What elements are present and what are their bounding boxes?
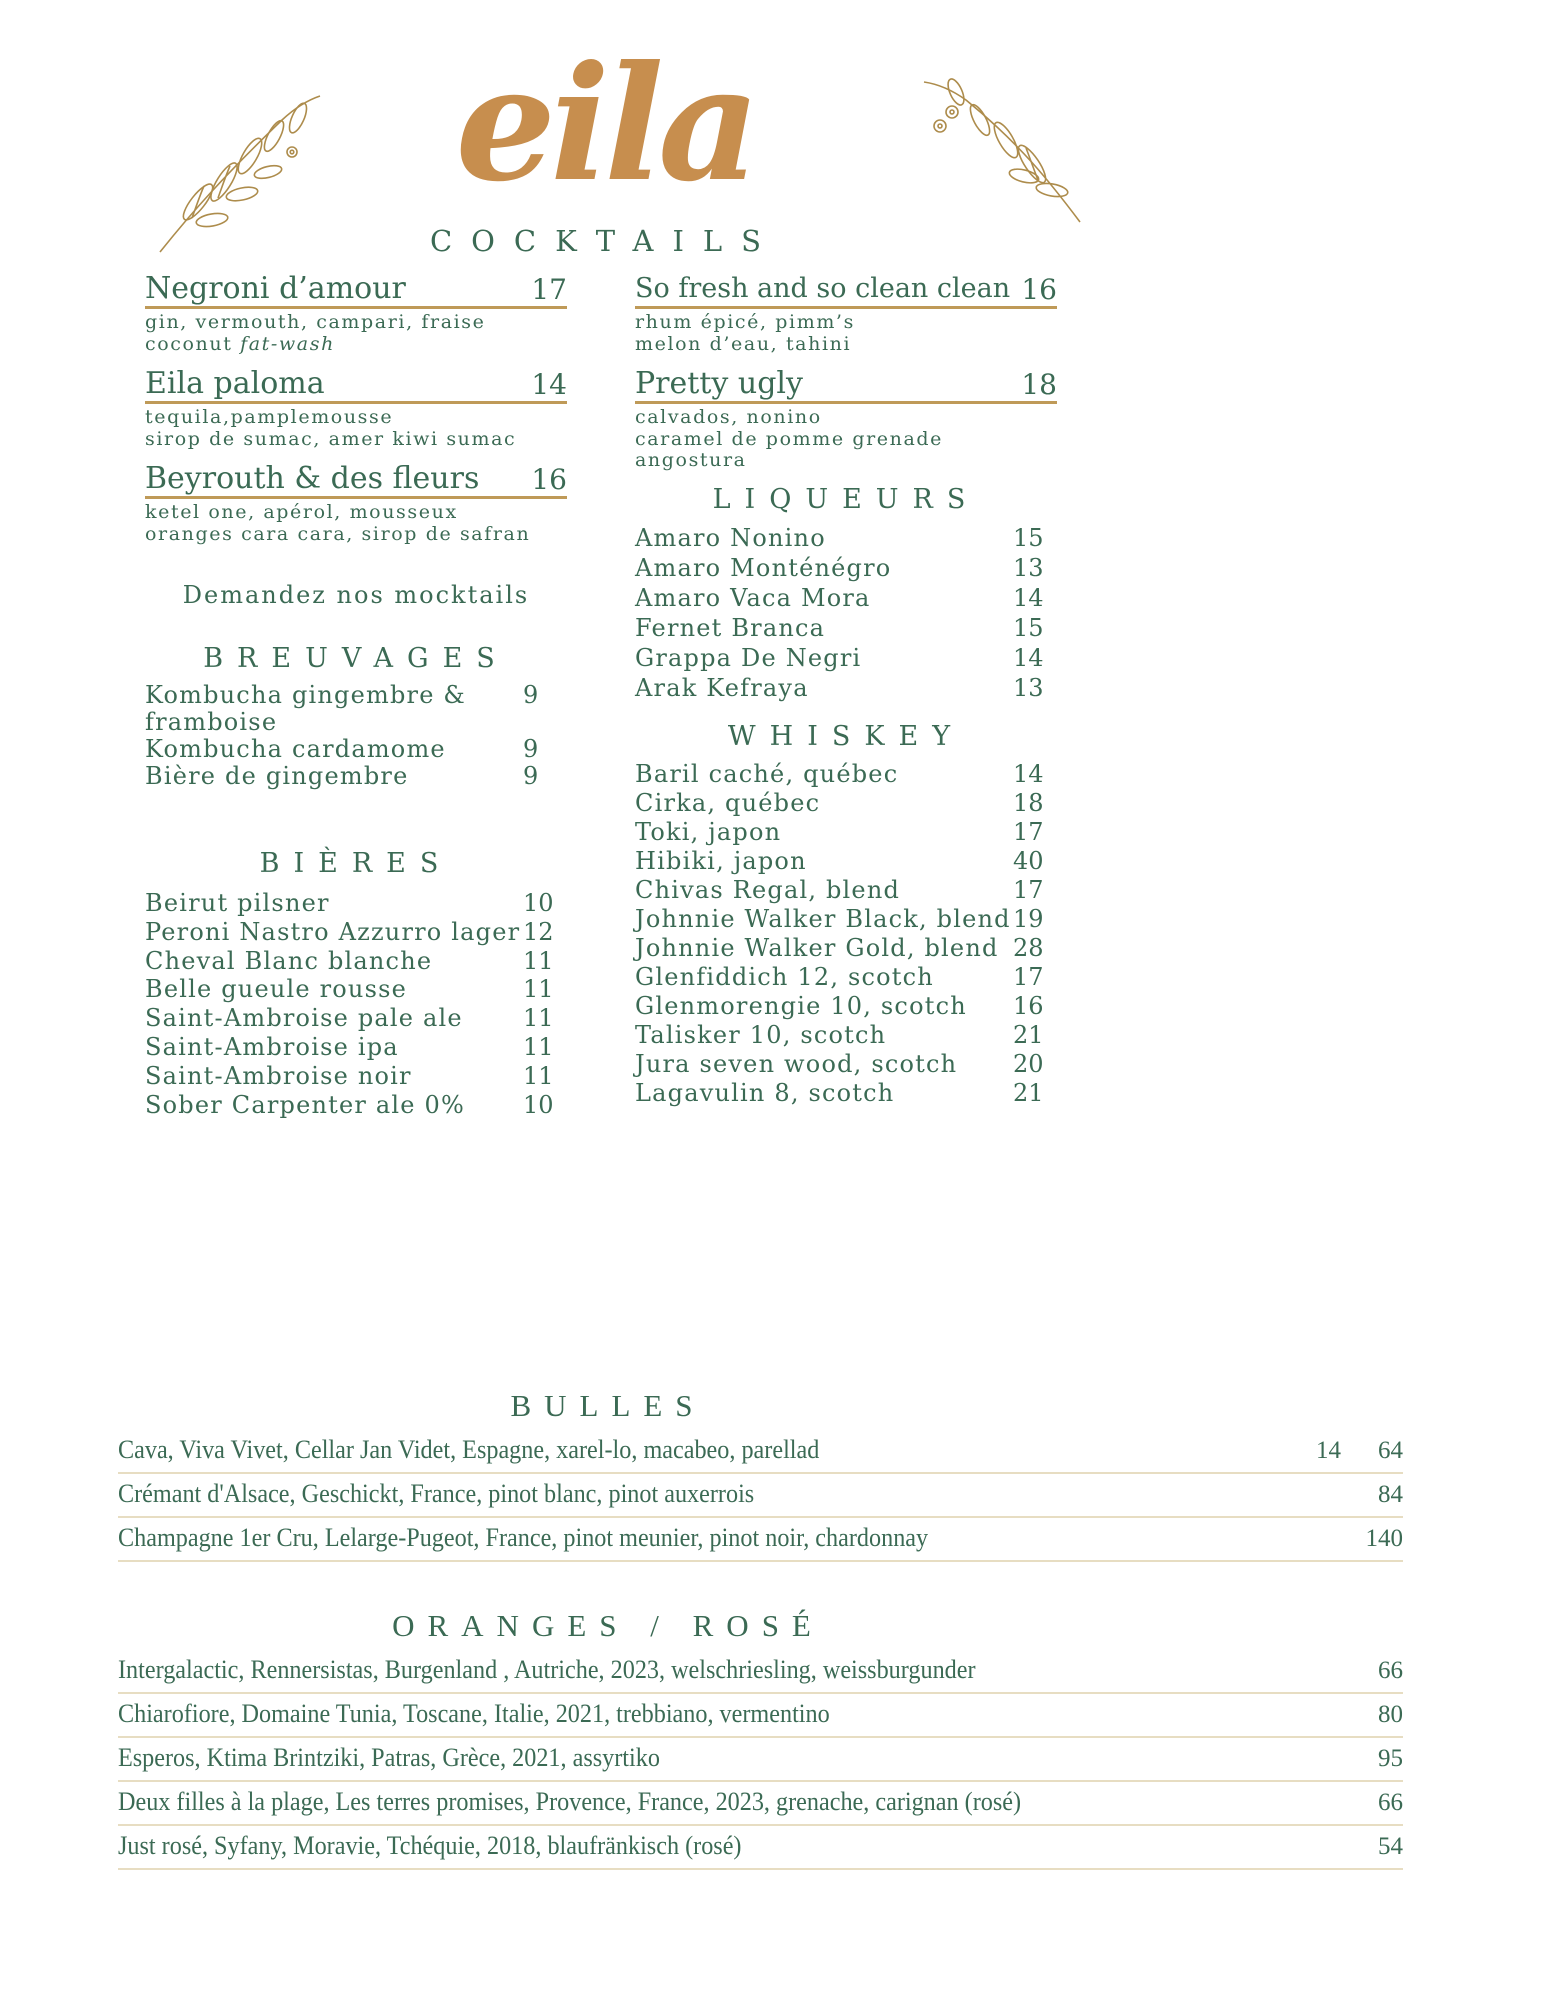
item-name: Belle gueule rousse [145,975,408,1004]
item-name: Baril caché, québec [635,759,899,788]
brand-logo: eila [455,32,755,217]
item-price: 9 [523,681,539,709]
item-price: 13 [1013,553,1044,582]
wine-bottle-price: 80 [1378,1701,1403,1728]
menu-item [145,975,567,1004]
wine-name: Champagne 1er Cru, Lelarge-Pugeot, France, pinot meunier, pinot noir, chardonnay [118,1523,929,1552]
menu-item [145,763,567,790]
menu-item [635,760,1057,789]
item-name: Hibiki, japon [635,846,807,875]
item-price: 11 [523,1032,554,1061]
wine-bottle-price: 140 [1365,1525,1403,1552]
bieres-list [145,889,567,1119]
cocktail-description [145,407,567,450]
item-price: 19 [1013,904,1044,933]
item-price: 28 [1013,933,1044,962]
item-price: 17 [1013,875,1044,904]
item-name: Cheval Blanc blanche [145,946,433,975]
wine-name: Cava, Viva Vivet, Cellar Jan Videt, Espagne, xarel-lo, macabeo, parellad [118,1435,820,1464]
item-name: Johnnie Walker Gold, blend [635,933,999,962]
item-price: 20 [1013,1049,1044,1078]
item-name: Bière de gingembre [145,762,409,790]
whiskey-list [635,760,1057,1108]
section-header-liqueurs: LIQUEURS [712,483,980,515]
menu-item [635,583,1057,613]
item-price: 9 [523,735,539,763]
menu-item [635,673,1057,703]
menu-item [635,553,1057,583]
item-name: Jura seven wood, scotch [635,1049,958,1078]
menu-item [145,1091,567,1120]
cocktail-name: Beyrouth & des fleurs [145,461,480,496]
wine-sections [118,1388,1403,1870]
menu-item-cocktail [635,367,1057,472]
cocktail-price: 16 [1021,273,1057,306]
wine-bottle-price: 95 [1378,1745,1403,1772]
cocktail-header [635,367,1057,404]
section-header-bieres: BIÈRES [259,848,453,879]
menu-item [635,992,1057,1021]
wine-bottle-price: 54 [1378,1833,1403,1860]
cocktail-desc-line: angostura [635,449,747,471]
item-name: Amaro Nonino [635,523,826,552]
cocktail-price: 16 [531,463,567,496]
item-name: Saint-Ambroise ipa [145,1032,399,1061]
menu-item [635,613,1057,643]
wine-name: Intergalactic, Rennersistas, Burgenland , Autriche, 2023, welschriesling, weissburgunder [118,1655,976,1684]
cocktail-desc-line: calvados, nonino [635,406,822,428]
item-price: 11 [523,1004,554,1033]
cocktail-name: Negroni d’amour [145,271,406,306]
menu-item [635,1079,1057,1108]
menu-item [635,847,1057,876]
menu-item [635,818,1057,847]
item-name: Grappa De Negri [635,643,862,672]
item-name: Talisker 10, scotch [635,1020,887,1049]
cocktail-desc-line: oranges cara cara, sirop de safran [145,522,531,545]
item-name: Arak Kefraya [635,673,809,702]
cocktail-desc-line: caramel de pomme grenade [635,427,943,450]
item-name: Johnnie Walker Black, blend [635,904,1011,933]
wine-glass-price: 14 [1316,1437,1341,1464]
liqueurs-list [635,523,1057,703]
item-price: 12 [523,917,554,946]
item-name: Peroni Nastro Azzurro lager [145,917,521,946]
mocktails-note: Demandez nos mocktails [182,581,530,609]
cocktail-header [145,462,567,499]
cocktail-desc-line: melon d’eau, tahini [635,332,852,355]
wine-bottle-price: 66 [1378,1789,1403,1816]
menu-item [145,947,567,976]
wine-bottle-price: 66 [1378,1657,1403,1684]
wine-name: Just rosé, Syfany, Moravie, Tchéquie, 2018, blaufränkisch (rosé) [118,1831,742,1860]
menu-item [635,963,1057,992]
section-header-oranges-rose: ORANGES / ROSÉ [392,1608,824,1643]
cocktail-name: So fresh and so clean clean [635,273,1011,304]
wine-row [118,1430,1403,1474]
item-name: Chivas Regal, blend [635,875,901,904]
branch-right-icon [912,78,1092,228]
item-name: Toki, japon [635,817,782,846]
menu-item [635,905,1057,934]
menu-item-cocktail [145,272,567,355]
item-price: 14 [1013,643,1044,672]
menu-item-cocktail [145,462,567,545]
cocktail-desc-line: tequila,pamplemousse [145,406,394,428]
item-name: Cirka, québec [635,788,821,817]
item-price: 40 [1013,846,1044,875]
item-price: 9 [523,762,539,790]
menu-item [145,918,567,947]
wine-row [118,1694,1403,1738]
right-column [635,272,1057,1108]
cocktail-desc-line: ketel one, apérol, mousseux [145,501,458,523]
item-name: Saint-Ambroise pale ale [145,1004,463,1033]
item-price: 21 [1013,1078,1044,1107]
menu-item [145,682,567,736]
item-price: 18 [1013,788,1044,817]
menu-item-cocktail [635,272,1057,355]
section-header-breuvages: BREUVAGES [203,643,509,674]
cocktail-description [635,312,1057,355]
item-name: Amaro Vaca Mora [635,583,871,612]
menu-item [635,523,1057,553]
menu-item [635,1021,1057,1050]
item-name: Kombucha cardamome [145,735,446,763]
menu-item [635,876,1057,905]
wine-row [118,1782,1403,1826]
cocktail-desc-line: gin, vermouth, campari, fraise [145,311,486,333]
left-column [145,272,567,1119]
cocktail-price: 18 [1021,368,1057,401]
cocktail-price: 17 [531,273,567,306]
cocktail-name: Eila paloma [145,366,325,401]
section-header-whiskey: WHISKEY [727,720,965,752]
item-price: 11 [523,1061,554,1090]
item-price: 10 [523,1090,554,1119]
menu-item [145,1062,567,1091]
wine-row [118,1650,1403,1694]
item-name: Sober Carpenter ale 0% [145,1090,465,1119]
menu-item [145,1004,567,1033]
menu-item [635,789,1057,818]
cocktail-header [635,272,1057,309]
item-price: 11 [523,975,554,1004]
cocktail-desc-line: sirop de sumac, amer kiwi sumac [145,427,517,450]
item-price: 16 [1013,991,1044,1020]
wine-row [118,1474,1403,1518]
cocktail-price: 14 [531,368,567,401]
menu-item-cocktail [145,367,567,450]
cocktail-description [635,407,1057,472]
wine-name: Chiarofiore, Domaine Tunia, Toscane, Italie, 2021, trebbiano, vermentino [118,1699,830,1728]
wine-bottle-price: 64 [1378,1437,1403,1464]
item-price: 21 [1013,1020,1044,1049]
item-name: Fernet Branca [635,613,826,642]
item-name: Beirut pilsner [145,889,330,917]
item-name: Kombucha gingembre & framboise [145,681,466,736]
item-price: 13 [1013,673,1044,702]
cocktail-desc-line: rhum épicé, pimm’s [635,311,855,333]
item-price: 14 [1013,583,1044,612]
cocktail-name: Pretty ugly [635,366,803,401]
wine-row [118,1518,1403,1562]
menu-item [635,643,1057,673]
item-name: Glenfiddich 12, scotch [635,962,934,991]
item-name: Lagavulin 8, scotch [635,1078,895,1107]
cocktail-header [145,367,567,404]
item-price: 14 [1013,759,1044,788]
menu-item [145,1033,567,1062]
wine-row [118,1738,1403,1782]
item-name: Amaro Monténégro [635,553,892,582]
menu-item [145,889,567,918]
cocktail-description [145,312,567,355]
item-price: 15 [1013,523,1044,552]
cocktail-desc-italic: fat-wash [240,332,335,355]
item-price: 11 [523,946,554,975]
item-price: 17 [1013,817,1044,846]
item-price: 10 [523,889,554,917]
cocktail-description [145,502,567,545]
breuvages-list [145,682,567,790]
wine-name: Esperos, Ktima Brintziki, Patras, Grèce, 2021, assyrtiko [118,1743,660,1772]
item-price: 15 [1013,613,1044,642]
item-name: Glenmorengie 10, scotch [635,991,967,1020]
cocktail-desc-line: coconut [145,332,241,355]
wine-name: Crémant d'Alsace, Geschickt, France, pinot blanc, pinot auxerrois [118,1479,755,1508]
item-name: Saint-Ambroise noir [145,1061,412,1090]
item-price: 17 [1013,962,1044,991]
wine-row [118,1826,1403,1870]
menu-item [145,736,567,763]
menu-item [635,934,1057,963]
wine-name: Deux filles à la plage, Les terres promises, Provence, France, 2023, grenache, carignan (rosé) [118,1787,1022,1816]
cocktail-header [145,272,567,309]
wine-bottle-price: 84 [1378,1481,1403,1508]
section-header-bulles: BULLES [510,1388,706,1423]
menu-item [635,1050,1057,1079]
menu-category-title: COCKTAILS [429,224,781,258]
